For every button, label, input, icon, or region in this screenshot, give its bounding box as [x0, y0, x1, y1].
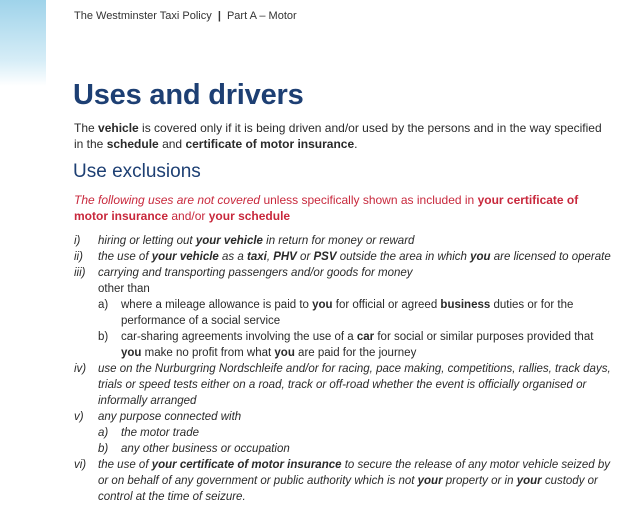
sub-item-text: where a mileage allowance is paid to you for official or agreed business duties or for the performance of a social service — [121, 299, 574, 327]
list-item — [74, 249, 614, 265]
sub-item — [98, 441, 614, 457]
list-item — [74, 361, 614, 409]
item-number: ii) — [74, 251, 83, 263]
list-item — [74, 233, 614, 249]
item-text: the use of your vehicle as a taxi, PHV or PSV outside the area in which you are licensed to operate — [98, 251, 611, 263]
page-title: Uses and drivers — [73, 79, 304, 111]
section-title: Use exclusions — [73, 161, 201, 182]
sub-item-letter: a) — [98, 299, 109, 311]
running-header — [74, 10, 297, 22]
item-text: the use of your certificate of motor insurance to secure the release of any motor vehicle seized by or on behalf of any government or public authority which is not your property or in your custody or control at the time of seizure. — [98, 459, 610, 503]
sub-item-text: car-sharing agreements involving the use of a car for social or similar purposes provided that you make no profit from what you are paid for the journey — [121, 331, 594, 359]
item-number: vi) — [74, 459, 87, 471]
header-accent-bar — [0, 0, 46, 86]
sub-item — [98, 297, 614, 329]
exclusions-list — [74, 233, 614, 505]
header-part: Part A – Motor — [226, 10, 297, 22]
item-other-than: other than — [98, 283, 150, 295]
item-number: i) — [74, 235, 81, 247]
sub-item — [98, 329, 614, 361]
exclusions-note: The following uses are not covered unless specifically shown as included in your certificate of motor insurance and/or your schedule — [74, 193, 579, 223]
sub-item-text: any other business or occupation — [121, 443, 290, 455]
sub-item-letter: a) — [98, 427, 109, 439]
item-text: hiring or letting out your vehicle in return for money or reward — [98, 235, 415, 247]
header-separator: | — [217, 10, 221, 22]
list-item — [74, 265, 614, 361]
header-title: The Westminster Taxi Policy — [74, 10, 212, 22]
sub-item-letter: b) — [98, 331, 109, 343]
item-number: iii) — [74, 267, 86, 279]
list-item — [74, 409, 614, 457]
list-item — [74, 457, 614, 505]
sub-item-text: the motor trade — [121, 427, 199, 439]
item-text: use on the Nurburgring Nordschleife and/or for racing, pace making, competitions, rallies, track days, trials or speed tests either on a road, track or off-road whether the event is officially organised or informally arranged — [98, 363, 611, 407]
item-text: any purpose connected with — [98, 411, 242, 423]
item-text: carrying and transporting passengers and/or goods for money — [98, 267, 413, 279]
sub-item-letter: b) — [98, 443, 109, 455]
item-number: iv) — [74, 363, 87, 375]
sub-item — [98, 425, 614, 441]
item-number: v) — [74, 411, 84, 423]
intro-paragraph: The vehicle is covered only if it is being driven and/or used by the persons and in the way specified in the schedule and certificate of motor insurance. — [74, 121, 602, 151]
